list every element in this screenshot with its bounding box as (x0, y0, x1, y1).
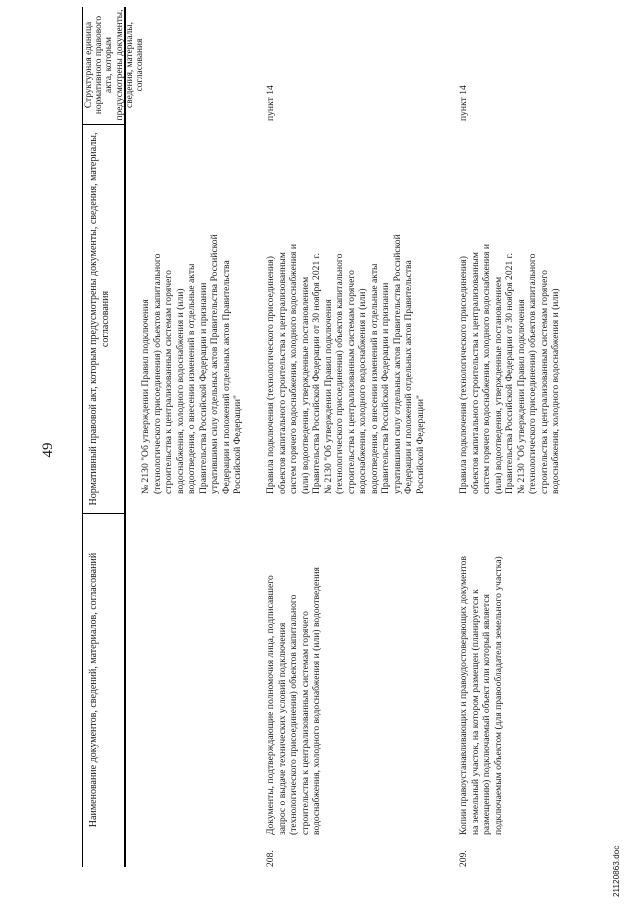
page-number: 49 (40, 442, 56, 458)
table-top-border (82, 7, 83, 867)
row-209-number: 209. (458, 850, 469, 867)
row-208-col-2: Правила подключения (технологического присоединения) объектов капитального строительства к централизованным систем горячего водоснабжения, холодного водоснабжения и (или) водоотведения, утвержденные постановлением Правительства Российской Федерации от 30 ноября 2021 г. № 2130 "Об утверждении Правил подключения (технологического присоединения) объектов капитального строительства к централизованным системам горячего водоснабжения, холодного водоснабжения и (или) водоотведения, о внесении изменений в отдельные акты Правительства Российской Федерации и признании утратившими силу отдельных актов Правительства Российской Федерации и положений отдельных актов Правительства Российской Федерации" (265, 234, 426, 494)
table-header-border (124, 7, 126, 867)
row-209-col-3: пункт 14 (458, 85, 469, 121)
row-208-col-3: пункт 14 (265, 85, 276, 121)
column-divider-2 (82, 124, 124, 125)
footer-doc-code: 21120863.doc (612, 845, 621, 897)
row-208-number: 208. (265, 850, 276, 867)
header-col-2: Нормативный правовой акт, которым предусмотрены документы, сведения, материалы, согласования (88, 132, 111, 506)
column-divider-1 (82, 513, 124, 514)
row-209-col-1: Копии правоустанавливающих и правоудостоверяющих документов на земельный участок, на котором размещен (планируется к размещению) подключаемый объект или который является подключаемым объектом (для правообладателя земельного участка) (458, 556, 504, 835)
continuation-col-2: № 2130 "Об утверждении Правил подключения (технологического присоединения) объектов капитального строительства к централизованным системам горячего водоснабжения, холодного водоснабжения и (или) водоотведения, о внесении изменений в отдельные акты Правительства Российской Федерации и признании утратившими силу отдельных актов Правительства Российской Федерации и положений отдельных актов Правительства Российской Федерации" (140, 234, 243, 494)
row-208-col-1: Документы, подтверждающие полномочия лица, подписавшего запрос о выдаче технических условий подключения (технологического присоединения) объектов капитального строительства к централизованным системам горячего водоснабжения, холодного водоснабжения и (или) водоотведения (265, 567, 322, 835)
row-209-col-2: Правила подключения (технологического присоединения) объектов капитального строительства к централизованным систем горячего водоснабжения, холодного водоснабжения и (или) водоотведения, утвержденные постановлением Правительства Российской Федерации от 30 ноября 2021 г. № 2130 "Об утверждении Правил подключения (технологического присоединения) объектов капитального строительства к централизованным системам горячего водоснабжения, холодного водоснабжения и (или) (458, 244, 561, 494)
header-col-1: Наименование документов, сведений, материалов, согласований (88, 552, 99, 828)
header-col-3: Структурная единица нормативного правового акта, которым предусмотрены документы, сведения, материалы, согласования (84, 9, 146, 121)
